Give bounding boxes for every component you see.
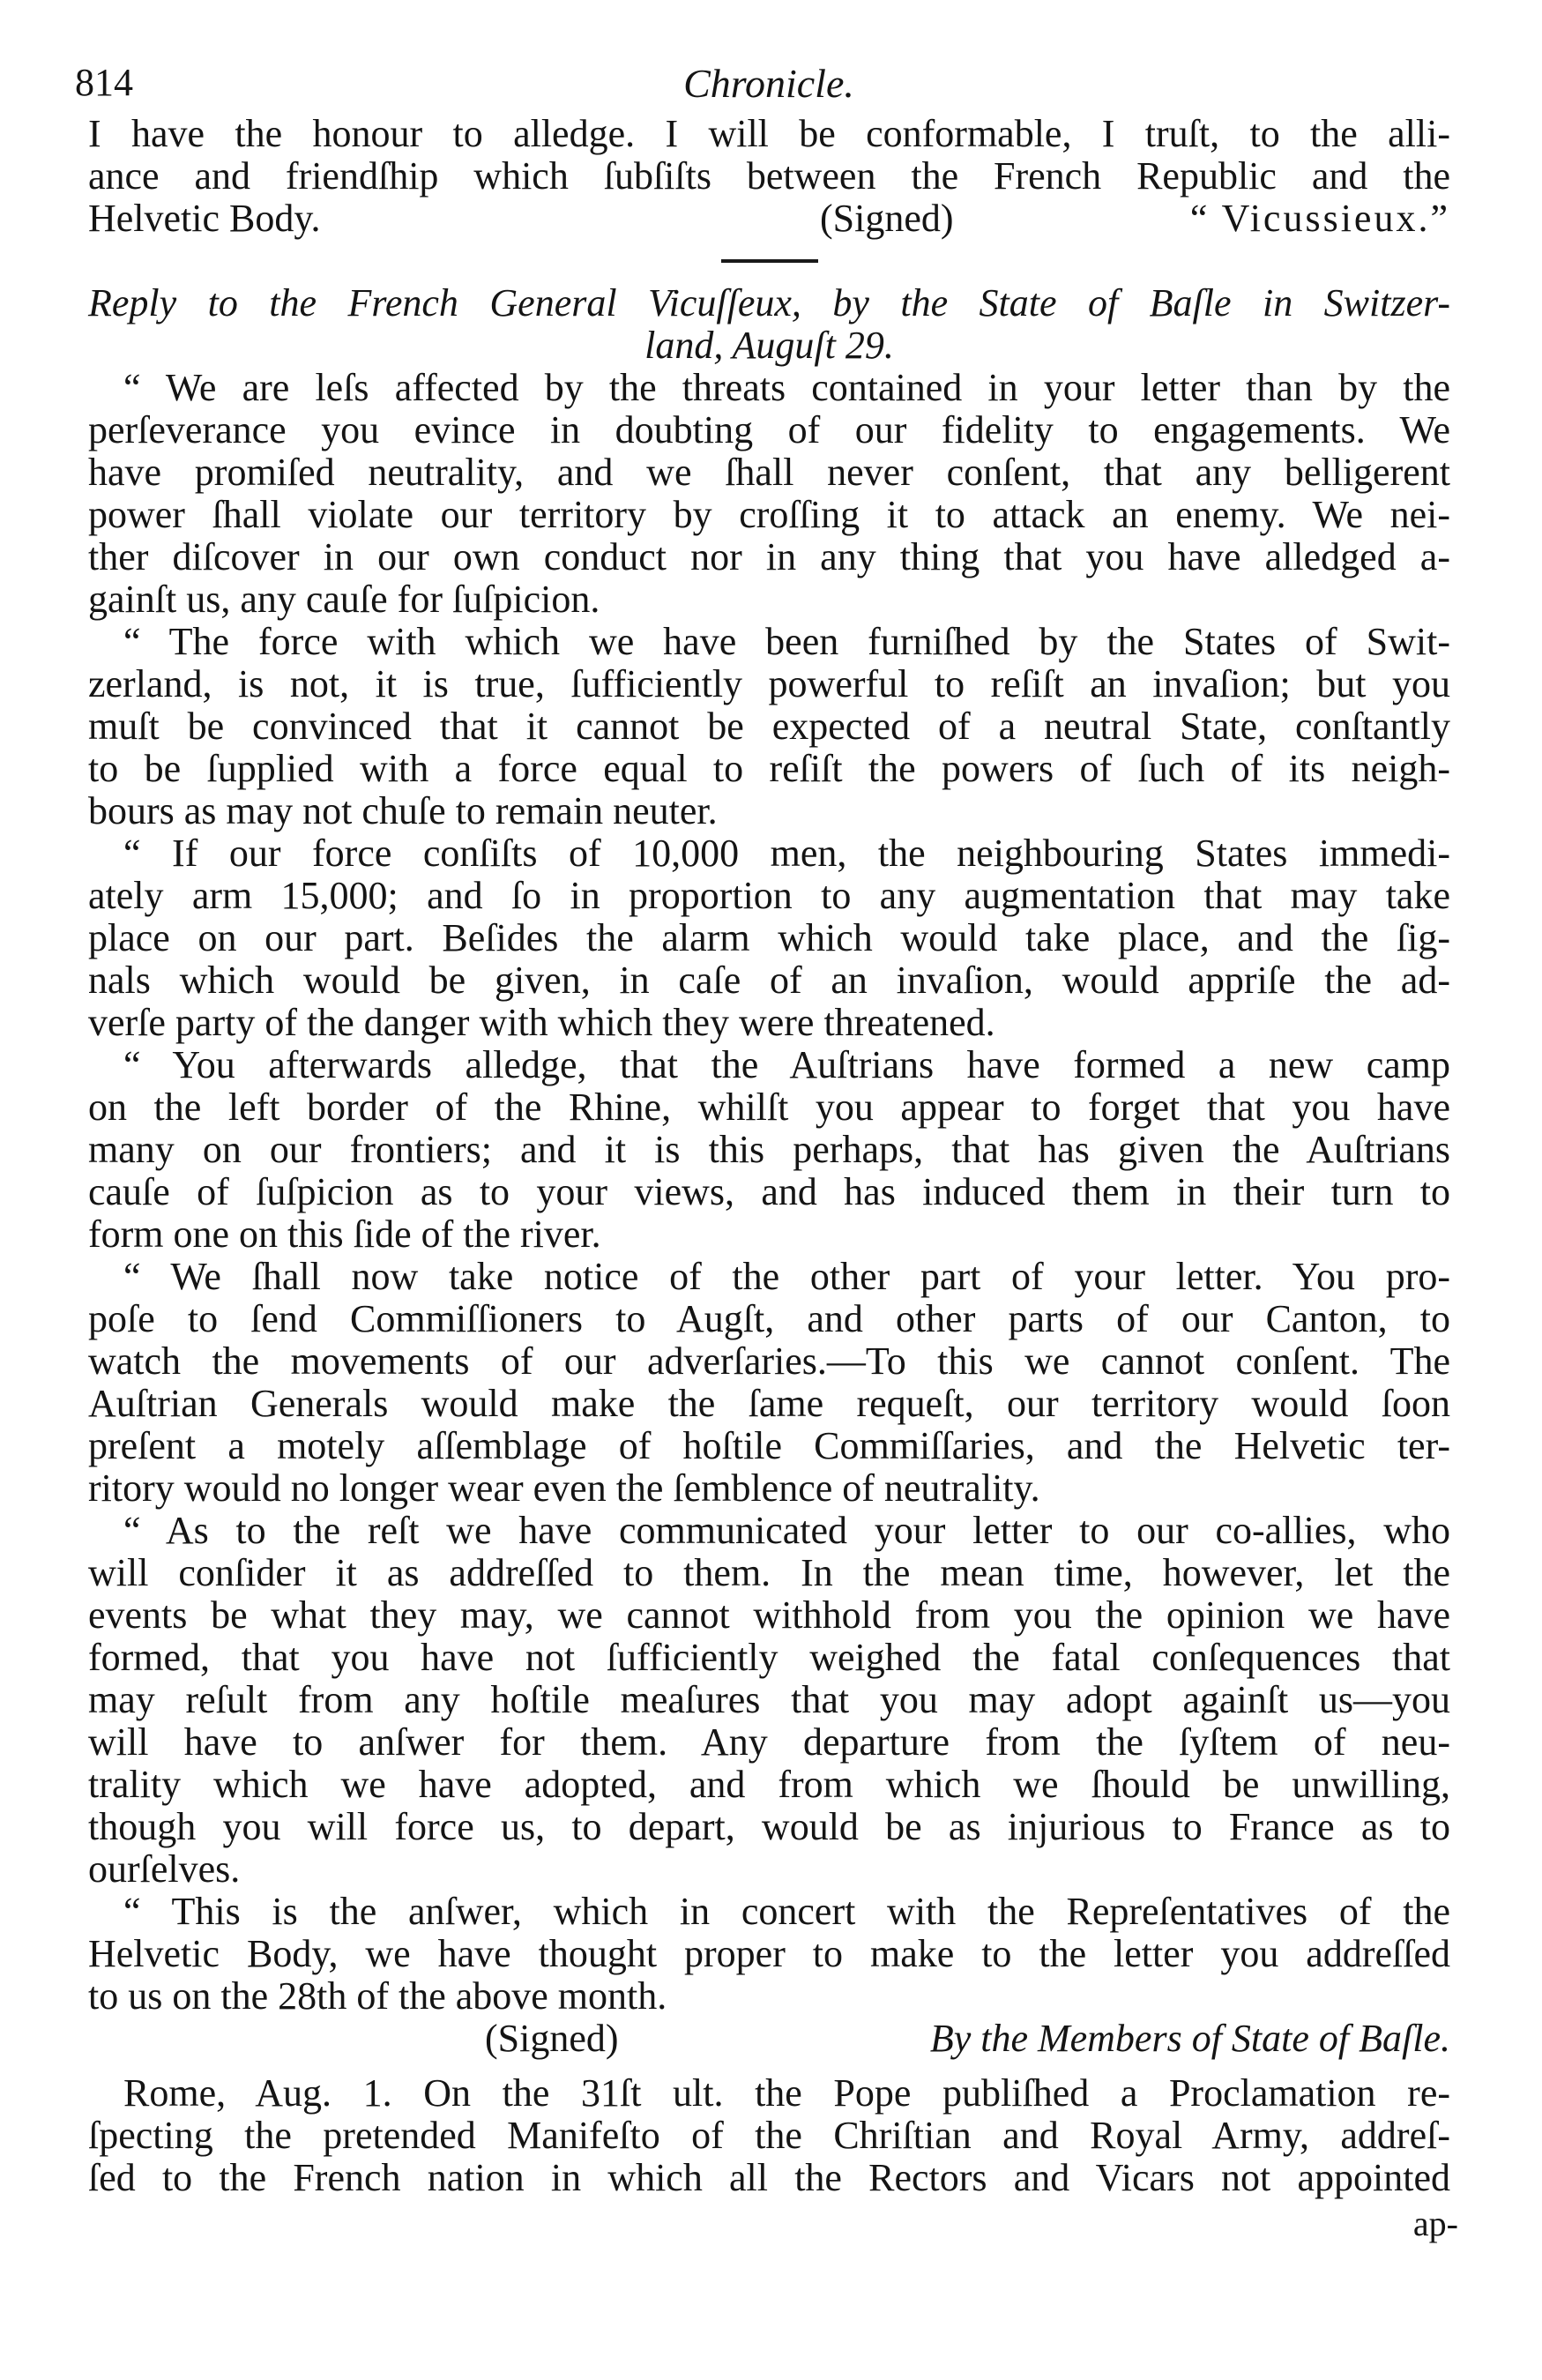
paragraph-line: “ If our force conſiſts of 10,000 men, the neighbouring States immedi- [123, 832, 1450, 875]
paragraph-line: on the left border of the Rhine, whilſt you appear to forget that you have [88, 1086, 1450, 1129]
spacer [88, 2060, 1450, 2072]
reply-heading-line-2 [88, 325, 1450, 367]
running-title: Chronicle. [683, 61, 854, 106]
paragraph-line: “ As to the reſt we have communicated your letter to our co-allies, who [123, 1509, 1450, 1552]
paragraph-line: “ The force with which we have been furniſhed by the States of Swit- [123, 620, 1450, 663]
paragraph-line: have promiſed neutrality, and we ſhall never conſent, that any belligerent [88, 451, 1450, 494]
rome-line: ſed to the French nation in which all the Rectors and Vicars not appointed [88, 2156, 1450, 2199]
paragraph-line: trality which we have adopted, and from which we ſhould be unwilling, [88, 1763, 1450, 1806]
reply-heading-line-1 [88, 282, 1450, 325]
paragraph-line: events be what they may, we cannot withhold from you the opinion we have [88, 1593, 1450, 1637]
paragraph-line: “ We ſhall now take notice of the other part of your letter. You pro- [123, 1255, 1450, 1298]
paragraph-line: form one on this ſide of the river. [88, 1212, 601, 1256]
paragraph-line: nals which would be given, in caſe of an invaſion, would appriſe the ad- [88, 959, 1450, 1002]
paragraph-line: will have to anſwer for them. Any departure from the ſyſtem of neu- [88, 1720, 1450, 1764]
paragraph-line: Helvetic Body, we have thought proper to make to the letter you addreſſed [88, 1932, 1450, 1975]
paragraph-line: bours as may not chuſe to remain neuter. [88, 789, 718, 832]
paragraph-line: “ We are leſs affected by the threats contained in your letter than by the [123, 366, 1450, 409]
section-divider [721, 259, 818, 263]
paragraph-line: ately arm 15,000; and ſo in proportion to any augmentation that may take [88, 874, 1450, 917]
paragraph-line: though you will force us, to depart, would be as injurious to France as to [88, 1805, 1450, 1848]
paragraph-line: many on our frontiers; and it is this perhaps, that has given the Auſtrians [88, 1128, 1450, 1171]
reply-signed-by: By the Members of State of Baſle. [929, 2017, 1450, 2060]
rome-line: Rome, Aug. 1. On the 31ſt ult. the Pope publiſhed a Proclamation re- [123, 2071, 1450, 2115]
intro-signed-name: “ Vicussieux.” [1189, 197, 1450, 240]
paragraph-line: to be ſupplied with a force equal to reſiſt the powers of ſuch of its neigh- [88, 747, 1450, 790]
paragraph-line: zerland, is not, it is true, ſufficiently powerful to reſiſt an invaſion; but you [88, 662, 1450, 705]
paragraph-line: place on our part. Beſides the alarm which would take place, and the ſig- [88, 916, 1450, 959]
paragraph-line: muſt be convinced that it cannot be expected of a neutral State, conſtantly [88, 705, 1450, 748]
body-text [88, 113, 1450, 2199]
paragraph-line: to us on the 28th of the above month. [88, 1974, 667, 2018]
paragraph-line: verſe party of the danger with which they were threatened. [88, 1001, 995, 1044]
paragraph-line: Auſtrian Generals would make the ſame requeſt, our territory would ſoon [88, 1382, 1450, 1425]
paragraph-line: may reſult from any hoſtile meaſures that you may adopt againſt us—you [88, 1678, 1450, 1721]
reply-heading-date: land, Auguſt 29. [644, 324, 894, 367]
page-number: 814 [75, 61, 133, 104]
paragraph-line: cauſe of ſuſpicion as to your views, and has induced them in their turn to [88, 1170, 1450, 1213]
paragraph-line: formed, that you have not ſufficiently weighed the fatal conſequences that [88, 1636, 1450, 1679]
intro-signed-left: Helvetic Body. [88, 197, 321, 240]
reply-signature-line [88, 2018, 1450, 2060]
paragraph-line: ther diſcover in our own conduct nor in any thing that you have alledged a- [88, 535, 1450, 578]
intro-line: I have the honour to alledge. I will be conformable, I truſt, to the alli- [88, 112, 1450, 155]
paragraph-line: ritory would no longer wear even the ſemblence of neutrality. [88, 1466, 1040, 1510]
intro-signature-line [88, 198, 1450, 240]
paragraph-line: “ You afterwards alledge, that the Auſtrians have formed a new camp [123, 1043, 1450, 1086]
paragraph-line: watch the movements of our adverſaries.—To this we cannot conſent. The [88, 1339, 1450, 1383]
reply-heading-text: Reply to the French General Vicuſſeux, by the State of Baſle in Switzer- [88, 281, 1450, 325]
reply-signed-label: (Signed) [485, 2017, 619, 2060]
catchword: ap- [1412, 2204, 1458, 2243]
paragraph-line: gainſt us, any cauſe for ſuſpicion. [88, 578, 600, 621]
rome-line: ſpecting the pretended Manifeſto of the Chriſtian and Royal Army, addreſ- [88, 2114, 1450, 2157]
paragraph-line: preſent a motely aſſemblage of hoſtile Commiſſaries, and the Helvetic ter- [88, 1424, 1450, 1467]
intro-line: ance and friendſhip which ſubſiſts between the French Republic and the [88, 154, 1450, 198]
paragraph-line: perſeverance you evince in doubting of our fidelity to engagements. We [88, 408, 1450, 451]
paragraph-line: “ This is the anſwer, which in concert with the Repreſentatives of the [123, 1890, 1450, 1933]
paragraph-line: power ſhall violate our territory by croſſing it to attack an enemy. We nei- [88, 493, 1450, 536]
paragraph-line: ourſelves. [88, 1847, 241, 1891]
intro-signed-label: (Signed) [820, 197, 954, 240]
paragraph-line: poſe to ſend Commiſſioners to Augſt, and other parts of our Canton, to [88, 1297, 1450, 1340]
paragraph-line: will conſider it as addreſſed to them. In the mean time, however, let the [88, 1551, 1450, 1594]
